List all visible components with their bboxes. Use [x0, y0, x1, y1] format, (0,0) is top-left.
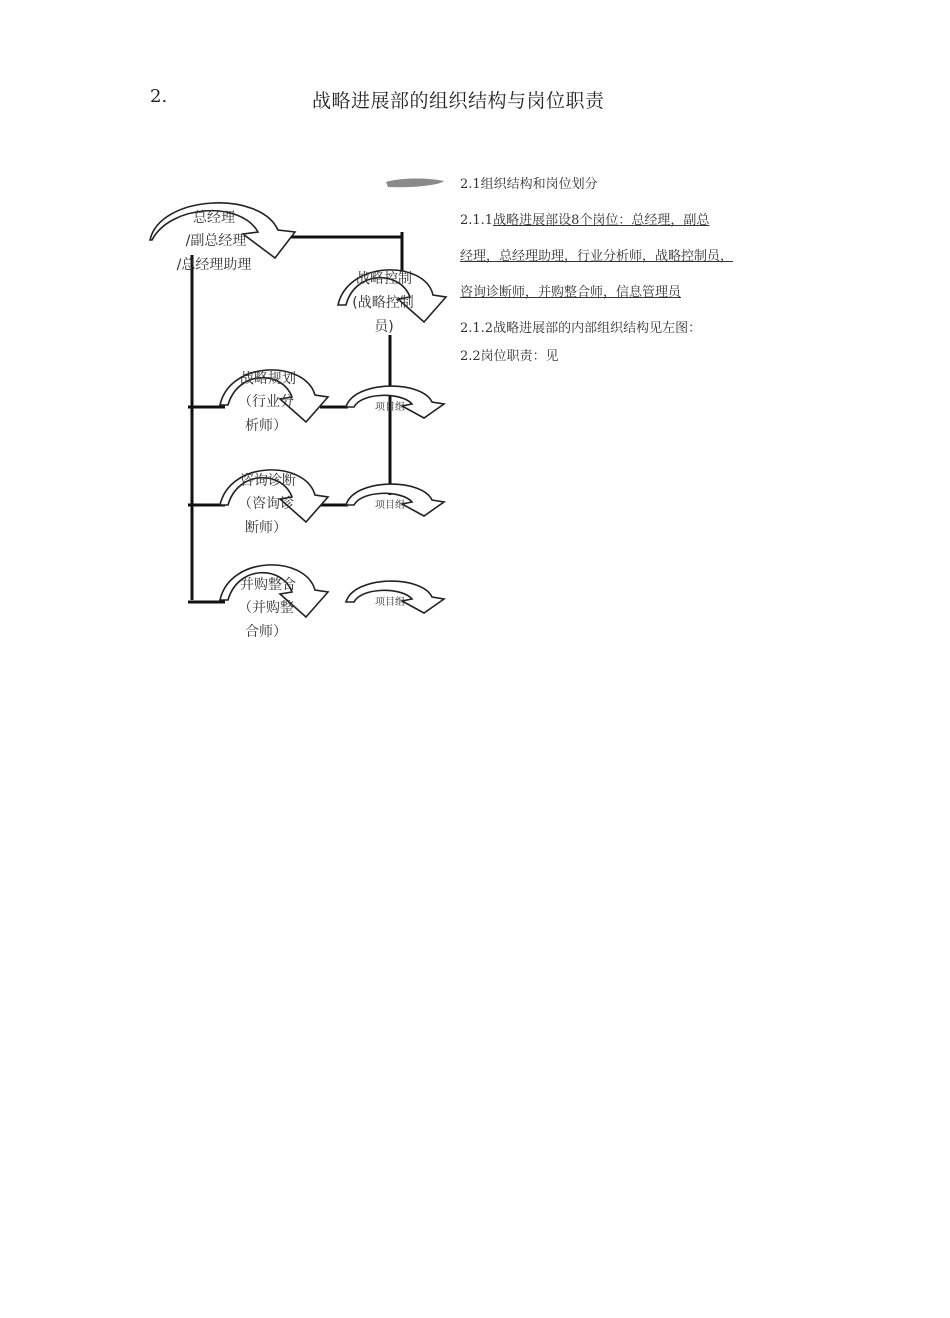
paragraph-2-1-1-line3: 咨询诊断师，并购整合师，信息管理员: [460, 285, 682, 300]
paragraph-2-1-1-line2: 经理，总经理助理，行业分析师，战略控制员，: [460, 249, 734, 264]
paragraph-2-1-2: 2.1.2战略进展部的内部组织结构见左图：: [460, 321, 702, 336]
merger-node-line1: 并购整合: [240, 577, 296, 593]
paragraph-2-1-1: [460, 209, 709, 228]
section-title: 战略进展部的组织结构与岗位职责: [312, 90, 605, 112]
paragraph-2-1-1-number: 2.1.1: [460, 213, 494, 228]
org-chart: [140, 160, 460, 660]
merger-node-line3: 合师）: [245, 624, 287, 640]
paragraph-2-1: 2.1组织结构和岗位划分: [460, 177, 598, 192]
top-node-line3: /总经理助理: [176, 257, 252, 273]
control-node-line3: 员): [374, 319, 394, 335]
project-group-label-2: 项目组: [375, 500, 405, 511]
planning-node-line2: （行业分: [238, 394, 294, 410]
decorative-smudge: [386, 179, 444, 188]
consult-node-line2: （咨询诊: [238, 496, 294, 512]
consult-node-line1: 咨询诊断: [240, 473, 296, 489]
merger-node-line2: （并购整: [238, 600, 294, 616]
top-node-line2: /副总经理: [185, 233, 247, 249]
project-group-label-3: 项目组: [375, 597, 405, 608]
paragraph-2-2: 2.2岗位职责：见: [460, 349, 559, 364]
paragraph-2-1-1-underlined: 战略进展部设8个岗位：总经理，副总: [493, 213, 710, 228]
control-node-line2: (战略控制: [352, 295, 414, 311]
section-number: 2.: [150, 86, 168, 107]
planning-node-line3: 析师）: [245, 418, 287, 434]
planning-node-line1: 战略规划: [240, 371, 296, 387]
consult-node-line3: 断师）: [245, 520, 287, 536]
top-node-line1: 总经理: [193, 210, 235, 226]
control-node-line1: 战略控制: [356, 271, 412, 287]
project-group-label-1: 项目组: [375, 402, 405, 413]
connector-lines: [185, 232, 402, 602]
